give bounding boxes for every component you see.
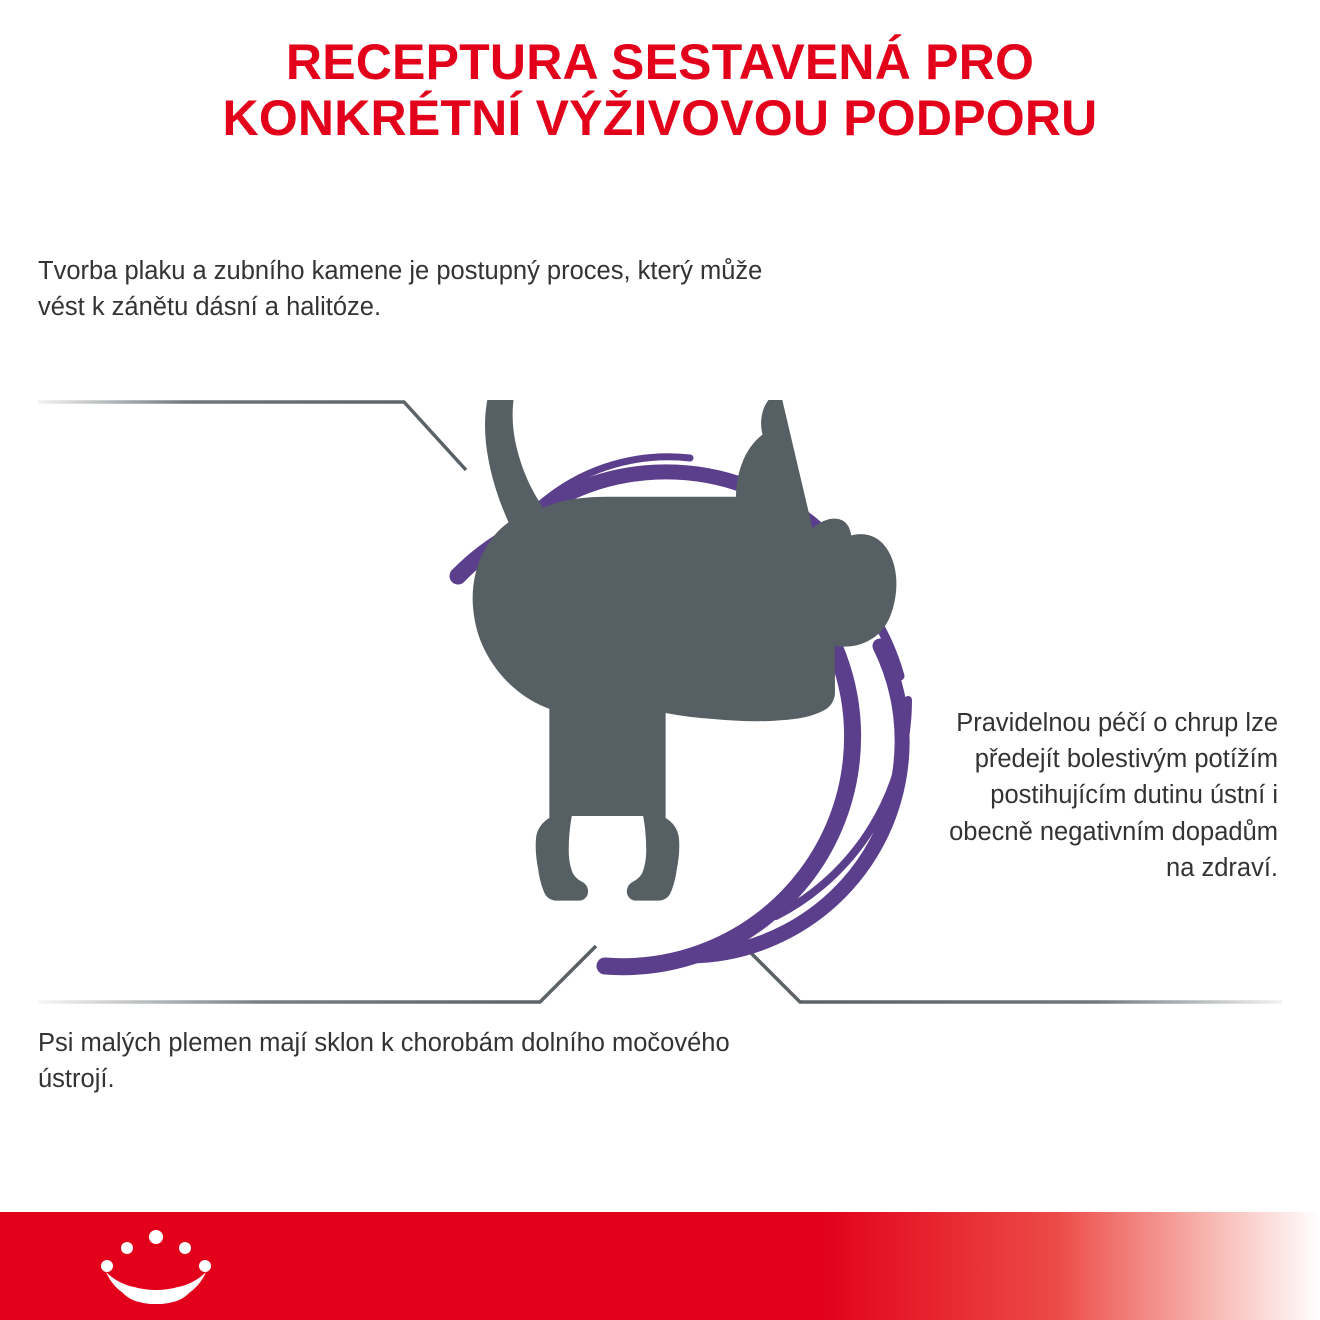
page-title: [60, 34, 1260, 146]
page-title-line-1: RECEPTURA SESTAVENÁ PRO: [285, 34, 1035, 90]
central-illustration: [360, 400, 960, 1000]
callout-top-left: Tvorba plaku a zubního kamene je postupný proces, který může vést k zánětu dásní a halitóze.: [38, 257, 763, 322]
footer-brand-bar: [0, 1212, 1320, 1320]
callout-bottom-left: Psi malých plemen mají sklon k chorobám dolního močového ústrojí.: [38, 1029, 730, 1094]
page-title-line-2: KONKRÉTNÍ VÝŽIVOVOU PODPORU: [222, 90, 1098, 146]
callout-right: Pravidelnou péčí o chrup lze předejít bolestivým potížím postihujícím dutinu ústní i obecně negativním dopadům na zdraví.: [949, 709, 1278, 882]
royal-canin-crown-logo: [96, 1228, 216, 1304]
